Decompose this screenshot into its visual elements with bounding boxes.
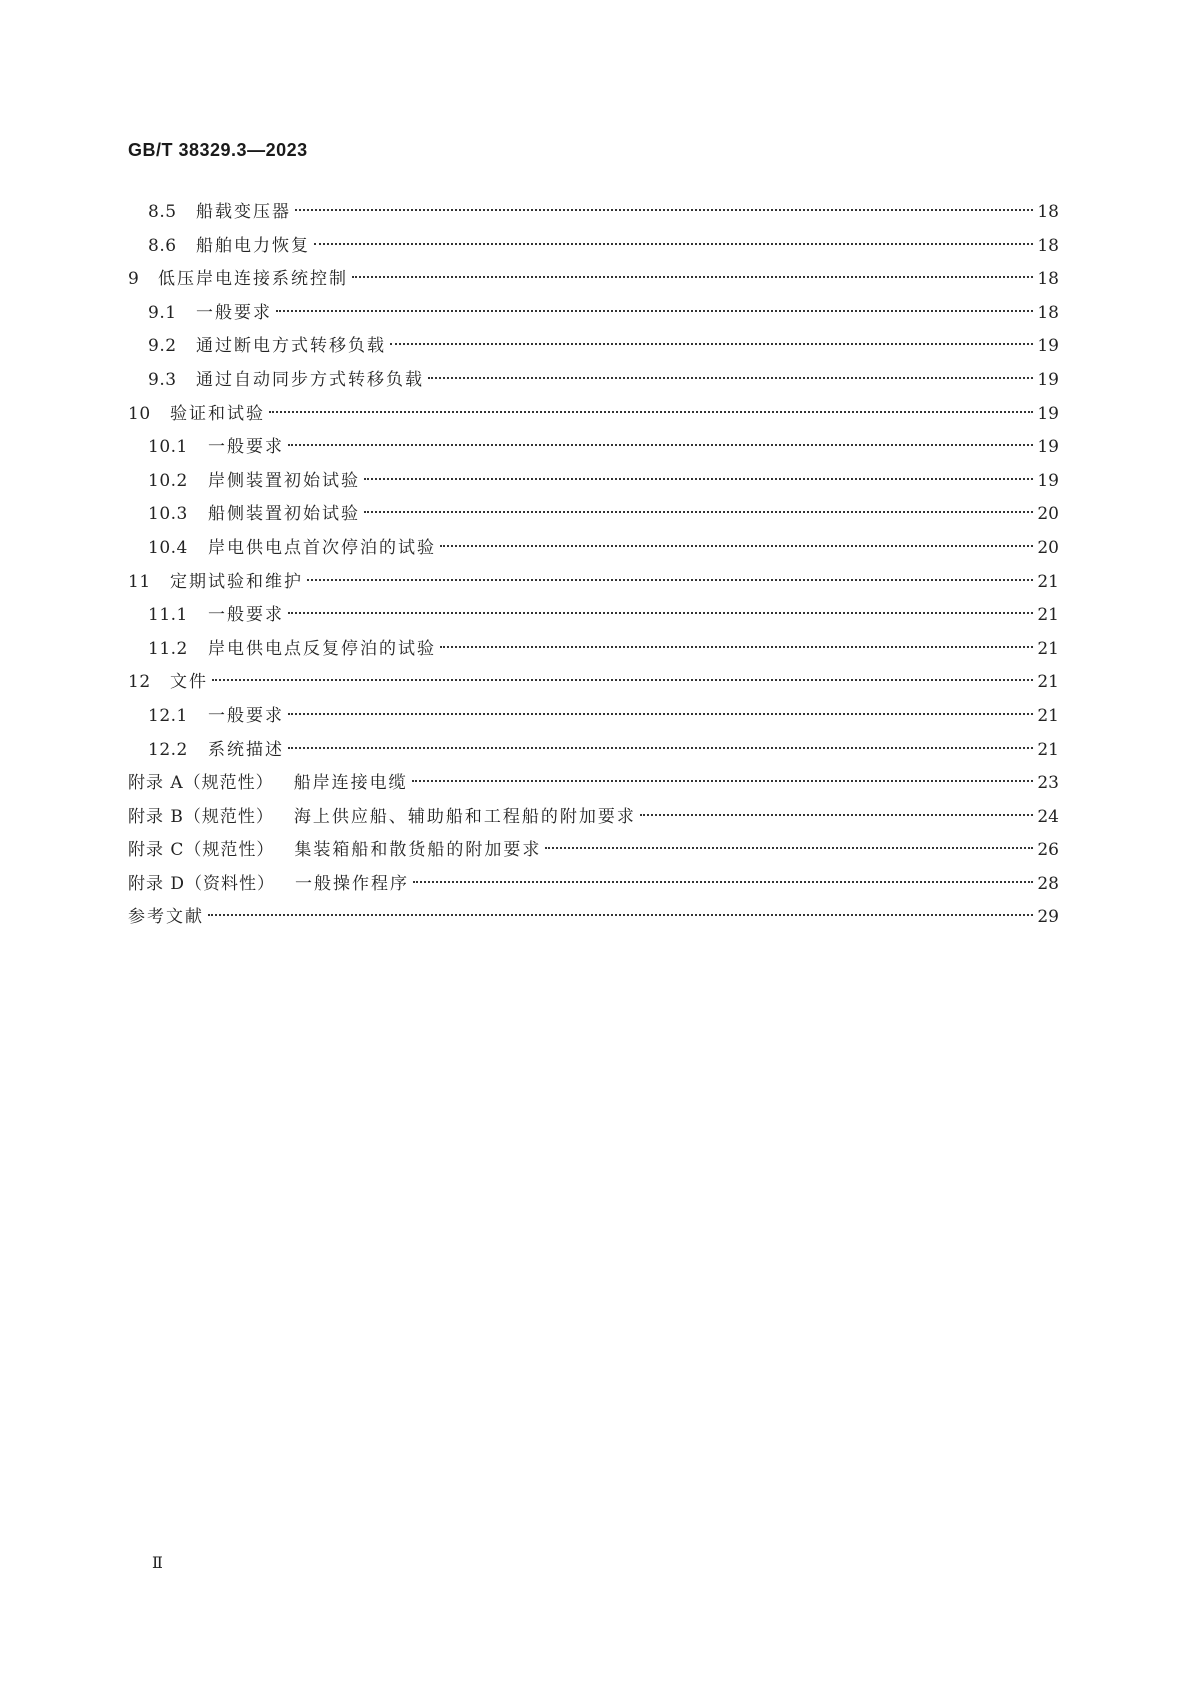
toc-page-number: 18 [1037, 235, 1059, 256]
toc-page-number: 21 [1037, 739, 1059, 760]
toc-title: 船侧装置初始试验 [208, 504, 360, 525]
toc-title: 通过断电方式转移负载 [196, 336, 386, 357]
toc-page-number: 19 [1037, 403, 1059, 424]
toc-leader-dots [640, 814, 1033, 816]
toc-leader-dots [412, 780, 1033, 782]
toc-entry-annex[interactable] [128, 767, 1059, 801]
toc-title: 参考文献 [128, 907, 204, 928]
toc-entry[interactable] [128, 498, 1059, 532]
toc-title: 一般要求 [196, 302, 272, 323]
toc-leader-dots [212, 679, 1033, 681]
toc-number: 10.3 [148, 504, 188, 525]
toc-entry[interactable] [128, 230, 1059, 264]
toc-leader-dots [208, 914, 1033, 916]
toc-page-number: 19 [1037, 369, 1059, 390]
toc-leader-dots [314, 243, 1033, 245]
toc-entry[interactable] [128, 566, 1059, 600]
toc-leader-dots [352, 276, 1033, 278]
toc-number: 9 [128, 269, 140, 290]
toc-leader-dots [307, 579, 1033, 581]
toc-annex-label: 附录 D（资料性） [128, 873, 276, 894]
toc-title: 一般要求 [208, 605, 284, 626]
toc-title: 一般操作程序 [295, 873, 410, 894]
toc-entry[interactable] [128, 297, 1059, 331]
toc-leader-dots [295, 209, 1033, 211]
toc-number: 8.6 [148, 235, 177, 256]
toc-page-number: 24 [1037, 806, 1059, 827]
toc-entry-references[interactable] [128, 901, 1059, 935]
toc-entry[interactable] [128, 330, 1059, 364]
toc-page-number: 19 [1037, 336, 1059, 357]
toc-leader-dots [269, 411, 1033, 413]
toc-title: 船载变压器 [196, 202, 291, 222]
toc-number: 9.2 [148, 336, 177, 357]
toc-entry-annex[interactable] [128, 801, 1059, 835]
toc-page-number: 19 [1037, 437, 1059, 458]
toc-page-number: 21 [1037, 705, 1059, 726]
toc-entry[interactable] [128, 263, 1059, 297]
toc-title: 定期试验和维护 [170, 571, 303, 592]
toc-title: 一般要求 [208, 705, 284, 726]
toc-page-number: 20 [1037, 504, 1059, 525]
toc-page-number: 21 [1037, 672, 1059, 693]
toc-leader-dots [545, 847, 1033, 849]
toc-title: 验证和试验 [170, 403, 265, 424]
toc-entry[interactable] [128, 532, 1059, 566]
toc-leader-dots [276, 310, 1033, 312]
toc-title: 系统描述 [208, 739, 284, 760]
document-id: GB/T 38329.3—2023 [128, 140, 308, 160]
toc-title: 文件 [170, 672, 208, 693]
toc-page-number: 23 [1037, 773, 1059, 794]
toc-annex-label: 附录 B（规范性） [128, 806, 274, 827]
toc-entry-annex[interactable] [128, 868, 1059, 902]
toc-leader-dots [428, 377, 1033, 379]
toc-entry[interactable] [128, 700, 1059, 734]
toc-title: 岸电供电点首次停泊的试验 [208, 537, 436, 558]
toc-leader-dots [288, 444, 1033, 446]
toc-leader-dots [288, 747, 1033, 749]
toc-number: 11.1 [148, 605, 188, 626]
toc-title: 岸侧装置初始试验 [208, 470, 360, 491]
toc-number: 12.1 [148, 705, 188, 726]
toc-leader-dots [390, 343, 1033, 345]
toc-page-number: 18 [1037, 269, 1059, 290]
toc-title: 通过自动同步方式转移负载 [196, 369, 424, 390]
toc-page-number: 18 [1037, 202, 1059, 222]
toc-page-number: 28 [1037, 873, 1059, 894]
table-of-contents [128, 196, 1059, 935]
toc-title: 低压岸电连接系统控制 [158, 269, 348, 290]
toc-entry-annex[interactable] [128, 834, 1059, 868]
toc-number: 10.4 [148, 537, 188, 558]
toc-title: 一般要求 [208, 437, 284, 458]
toc-leader-dots [440, 545, 1033, 547]
toc-title: 集装箱船和散货船的附加要求 [294, 840, 542, 861]
toc-number: 10.1 [148, 437, 188, 458]
toc-leader-dots [364, 478, 1033, 480]
toc-title: 船舶电力恢复 [196, 235, 310, 256]
toc-entry[interactable] [128, 734, 1059, 768]
toc-page-number: 21 [1037, 571, 1059, 592]
toc-entry[interactable] [128, 431, 1059, 465]
toc-entry[interactable] [128, 666, 1059, 700]
toc-title: 海上供应船、辅助船和工程船的附加要求 [293, 806, 636, 827]
toc-leader-dots [288, 713, 1033, 715]
toc-leader-dots [440, 646, 1033, 648]
toc-page-number: 21 [1037, 605, 1059, 626]
page-number: Ⅱ [152, 1553, 163, 1572]
toc-number: 12 [128, 672, 151, 693]
toc-title: 岸电供电点反复停泊的试验 [208, 638, 436, 659]
toc-leader-dots [413, 881, 1033, 883]
toc-number: 12.2 [148, 739, 188, 760]
toc-number: 9.3 [148, 369, 177, 390]
toc-entry[interactable] [128, 633, 1059, 667]
toc-number: 10.2 [148, 470, 188, 491]
toc-title: 船岸连接电缆 [293, 773, 408, 794]
toc-entry[interactable] [128, 465, 1059, 499]
toc-number: 11 [128, 571, 151, 592]
toc-leader-dots [288, 612, 1033, 614]
toc-page-number: 29 [1037, 907, 1059, 928]
toc-number: 10 [128, 403, 151, 424]
toc-entry[interactable] [128, 196, 1059, 230]
toc-page-number: 21 [1037, 638, 1059, 659]
toc-annex-label: 附录 C（规范性） [128, 840, 275, 861]
toc-number: 11.2 [148, 638, 188, 659]
toc-entry[interactable] [128, 398, 1059, 432]
toc-annex-label: 附录 A（规范性） [128, 773, 274, 794]
toc-entry[interactable] [128, 364, 1059, 398]
toc-page-number: 20 [1037, 537, 1059, 558]
toc-entry[interactable] [128, 599, 1059, 633]
toc-number: 8.5 [148, 202, 177, 222]
toc-page-number: 18 [1037, 302, 1059, 323]
toc-leader-dots [364, 511, 1033, 513]
toc-page-number: 19 [1037, 470, 1059, 491]
toc-page-number: 26 [1037, 840, 1059, 861]
toc-number: 9.1 [148, 302, 177, 323]
